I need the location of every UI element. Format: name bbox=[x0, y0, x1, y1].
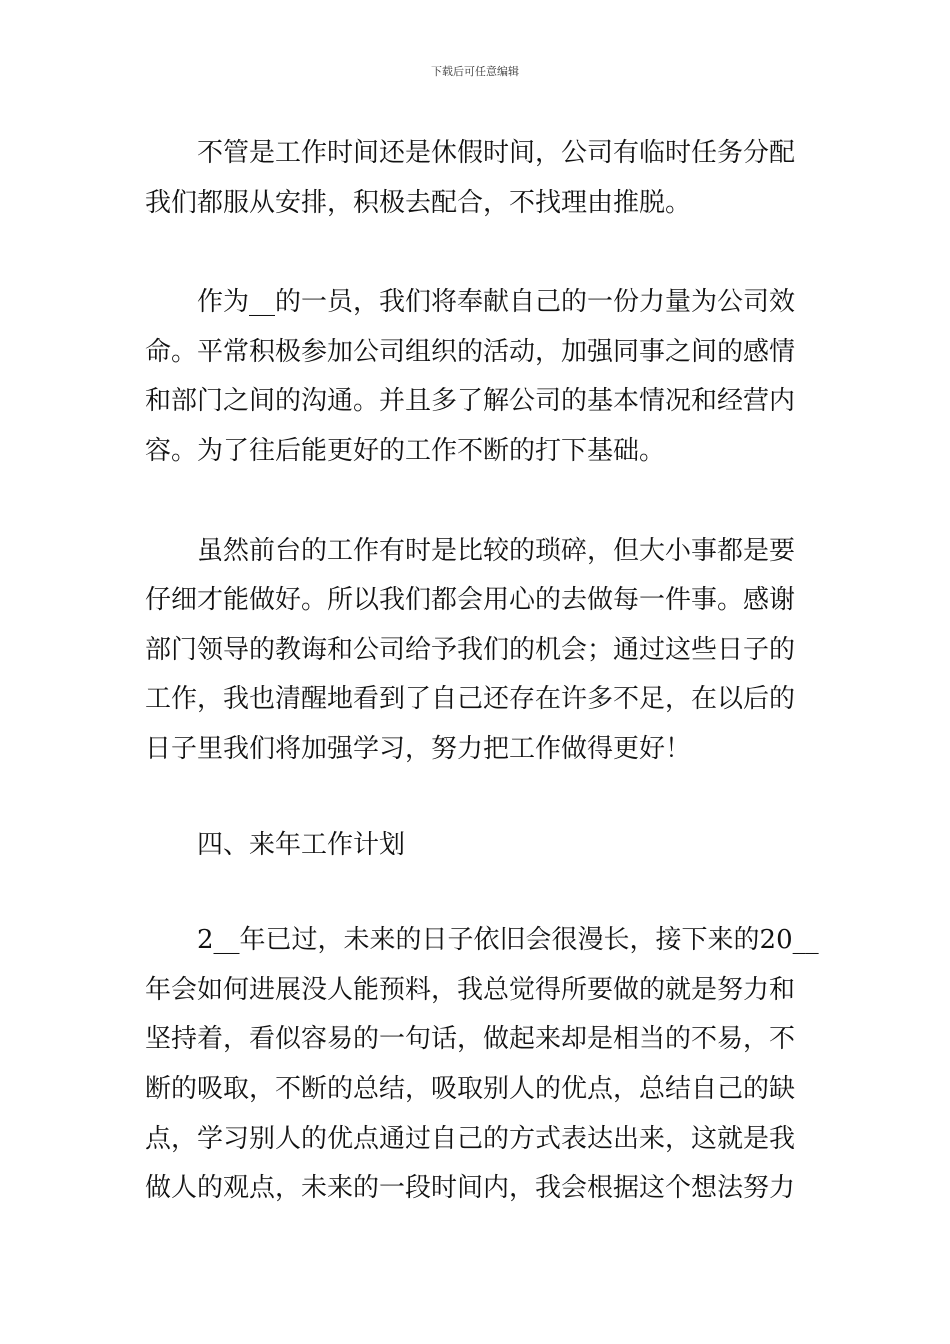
text-line: 部门领导的教诲和公司给予我们的机会；通过这些日子的 bbox=[145, 634, 796, 665]
paragraph-task-assignment bbox=[145, 129, 807, 228]
text-line: 不管是工作时间还是休假时间，公司有临时任务分配 bbox=[197, 138, 796, 168]
text-line: 仔细才能做好。所以我们都会用心的去做每一件事。感谢 bbox=[145, 585, 796, 616]
text-line: 作为__的一员，我们将奉献自己的一份力量为公司效 bbox=[197, 287, 796, 318]
text-line: 坚持着，看似容易的一句话，做起来却是相当的不易，不 bbox=[145, 1024, 796, 1055]
text-line: 做人的观点，未来的一段时间内，我会根据这个想法努力 bbox=[145, 1173, 796, 1204]
text-line: 容。为了往后能更好的工作不断的打下基础。 bbox=[145, 435, 666, 466]
text-line: 工作，我也清醒地看到了自己还存在许多不足，在以后的 bbox=[145, 684, 796, 715]
text-line: 年会如何进展没人能预料，我总觉得所要做的就是努力和 bbox=[145, 974, 796, 1005]
text-line: 和部门之间的沟通。并且多了解公司的基本情况和经营内 bbox=[145, 386, 796, 417]
section-heading-next-year-plan bbox=[145, 821, 807, 871]
text-line: 虽然前台的工作有时是比较的琐碎，但大小事都是要 bbox=[197, 535, 796, 566]
paragraph-team-member bbox=[145, 278, 807, 476]
document-body bbox=[145, 129, 819, 1214]
text-line: 四、来年工作计划 bbox=[197, 829, 406, 860]
text-line: 命。平常积极参加公司组织的活动，加强同事之间的感情 bbox=[145, 336, 796, 367]
page-header: 下载后可任意编辑 bbox=[431, 65, 519, 78]
paragraph-front-desk bbox=[145, 527, 807, 775]
text-line: 断的吸取，不断的总结，吸取别人的优点，总结自己的缺 bbox=[145, 1073, 796, 1104]
text-line: 2__年已过，未来的日子依旧会很漫长，接下来的20__ bbox=[197, 925, 819, 956]
text-line: 我们都服从安排，积极去配合，不找理由推脱。 bbox=[145, 187, 692, 218]
paragraph-future-plan bbox=[145, 916, 819, 1214]
text-line: 日子里我们将加强学习，努力把工作做得更好！ bbox=[145, 733, 692, 764]
text-line: 点，学习别人的优点通过自己的方式表达出来，这就是我 bbox=[145, 1123, 796, 1154]
